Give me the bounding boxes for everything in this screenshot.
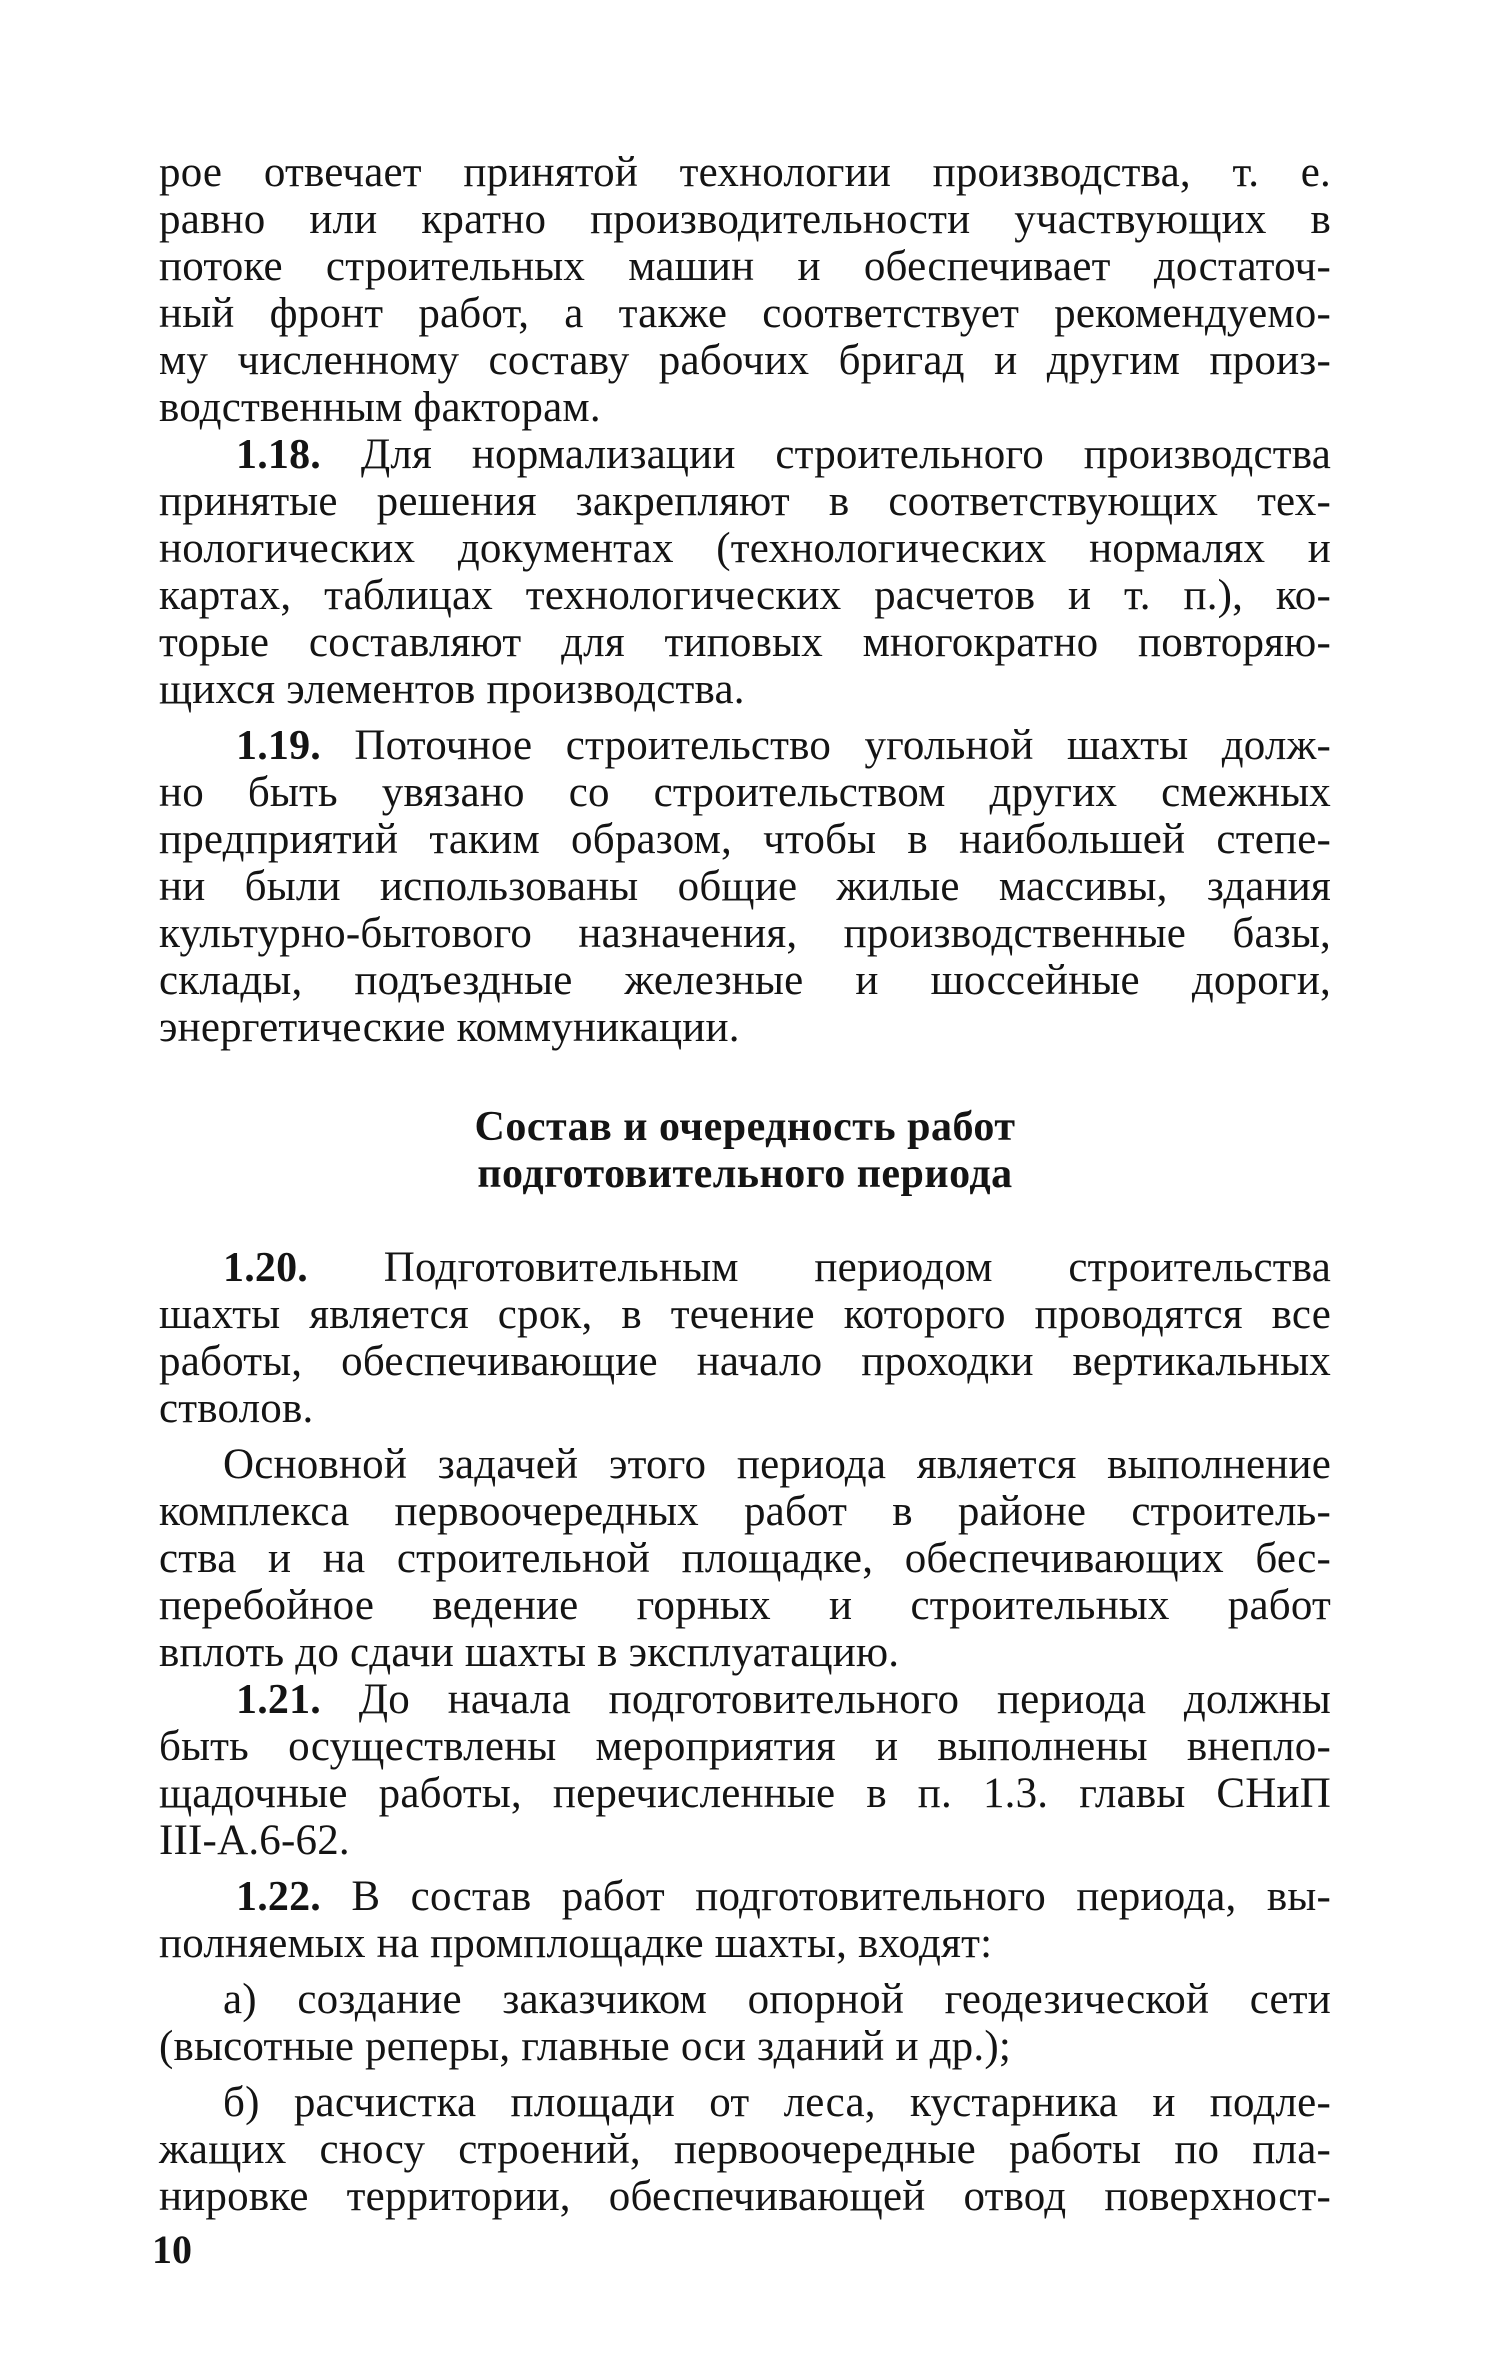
text-line: потоке строительных машин и обеспечивает достаточ- (159, 243, 1331, 290)
section-number: 1.18. (236, 432, 321, 478)
paragraph-1-22-first-line (236, 1873, 1331, 1921)
text-line: принятые решения закрепляют в соответствующих тех- (159, 478, 1331, 525)
text-line: щадочные работы, перечисленные в п. 1.3. главы СНиП (159, 1770, 1331, 1817)
text-line: торые составляют для типовых многократно повторяю- (159, 619, 1331, 666)
text-line: III-А.6-62. (159, 1817, 350, 1864)
section-number: 1.22. (236, 1874, 321, 1920)
paragraph-1-18-first-line (236, 431, 1331, 479)
text-line: ства и на строительной площадке, обеспечивающих бес- (159, 1535, 1331, 1582)
text-line: быть осуществлены мероприятия и выполнены внепло- (159, 1723, 1331, 1770)
text-line: До начала подготовительного периода должны (358, 1676, 1332, 1723)
text-line: жащих сносу строений, первоочередные работы по пла- (159, 2126, 1331, 2173)
text-line: перебойное ведение горных и строительных работ (159, 1582, 1331, 1629)
text-line: работы, обеспечивающие начало проходки вертикальных (159, 1338, 1331, 1385)
text-line: Для нормализации строительного производства (360, 431, 1332, 478)
list-item-b: б) расчистка площади от леса, кустарника и подле- (223, 2079, 1331, 2126)
section-heading-line-1: Состав и очередность работ (474, 1104, 1016, 1150)
text-line: но быть увязано со строительством других смежных (159, 769, 1331, 816)
section-number: 1.19. (236, 723, 321, 769)
text-line: (высотные реперы, главные оси зданий и др.); (159, 2023, 1012, 2070)
text-line: рое отвечает принятой технологии производства, т. е. (159, 149, 1331, 196)
text-line: водственным факторам. (159, 384, 601, 431)
text-line: В состав работ подготовительного периода, вы- (351, 1873, 1332, 1920)
text-line: нировке территории, обеспечивающей отвод поверхност- (159, 2173, 1331, 2220)
text-line: вплоть до сдачи шахты в эксплуатацию. (159, 1629, 900, 1676)
text-line: му численному составу рабочих бригад и другим произ- (159, 337, 1331, 384)
text-line: культурно-бытового назначения, производственные базы, (159, 910, 1331, 957)
text-line: картах, таблицах технологических расчетов и т. п.), ко- (159, 572, 1331, 619)
text-line: ни были использованы общие жилые массивы, здания (159, 863, 1331, 910)
text-line: Основной задачей этого периода является выполнение (223, 1441, 1331, 1488)
text-line: предприятий таким образом, чтобы в наибольшей степе- (159, 816, 1331, 863)
page-number: 10 (152, 2227, 192, 2272)
text-line: нологических документах (технологических нормалях и (159, 525, 1331, 572)
text-line: равно или кратно производительности участвующих в (159, 196, 1331, 243)
text-line: шахты является срок, в течение которого проводятся все (159, 1291, 1331, 1338)
list-item-a: а) создание заказчиком опорной геодезической сети (223, 1976, 1331, 2023)
text-line: полняемых на промплощадке шахты, входят: (159, 1920, 993, 1967)
text-line: комплекса первоочередных работ в районе строитель- (159, 1488, 1331, 1535)
section-number: 1.20. (223, 1245, 308, 1291)
text-line: щихся элементов производства. (159, 666, 745, 713)
text-line: стволов. (159, 1385, 314, 1432)
text-line: склады, подъездные железные и шоссейные дороги, (159, 957, 1331, 1004)
paragraph-1-20-first-line (223, 1244, 1331, 1292)
text-line: ный фронт работ, а также соответствует рекомендуемо- (159, 290, 1331, 337)
text-line: Подготовительным периодом строительства (383, 1244, 1331, 1291)
paragraph-1-21-first-line (236, 1676, 1331, 1724)
section-number: 1.21. (236, 1677, 321, 1723)
text-line: энергетические коммуникации. (159, 1004, 740, 1051)
section-heading-line-2: подготовительного периода (477, 1151, 1013, 1197)
text-line: Поточное строительство угольной шахты долж- (354, 722, 1332, 769)
paragraph-1-19-first-line (236, 722, 1331, 770)
